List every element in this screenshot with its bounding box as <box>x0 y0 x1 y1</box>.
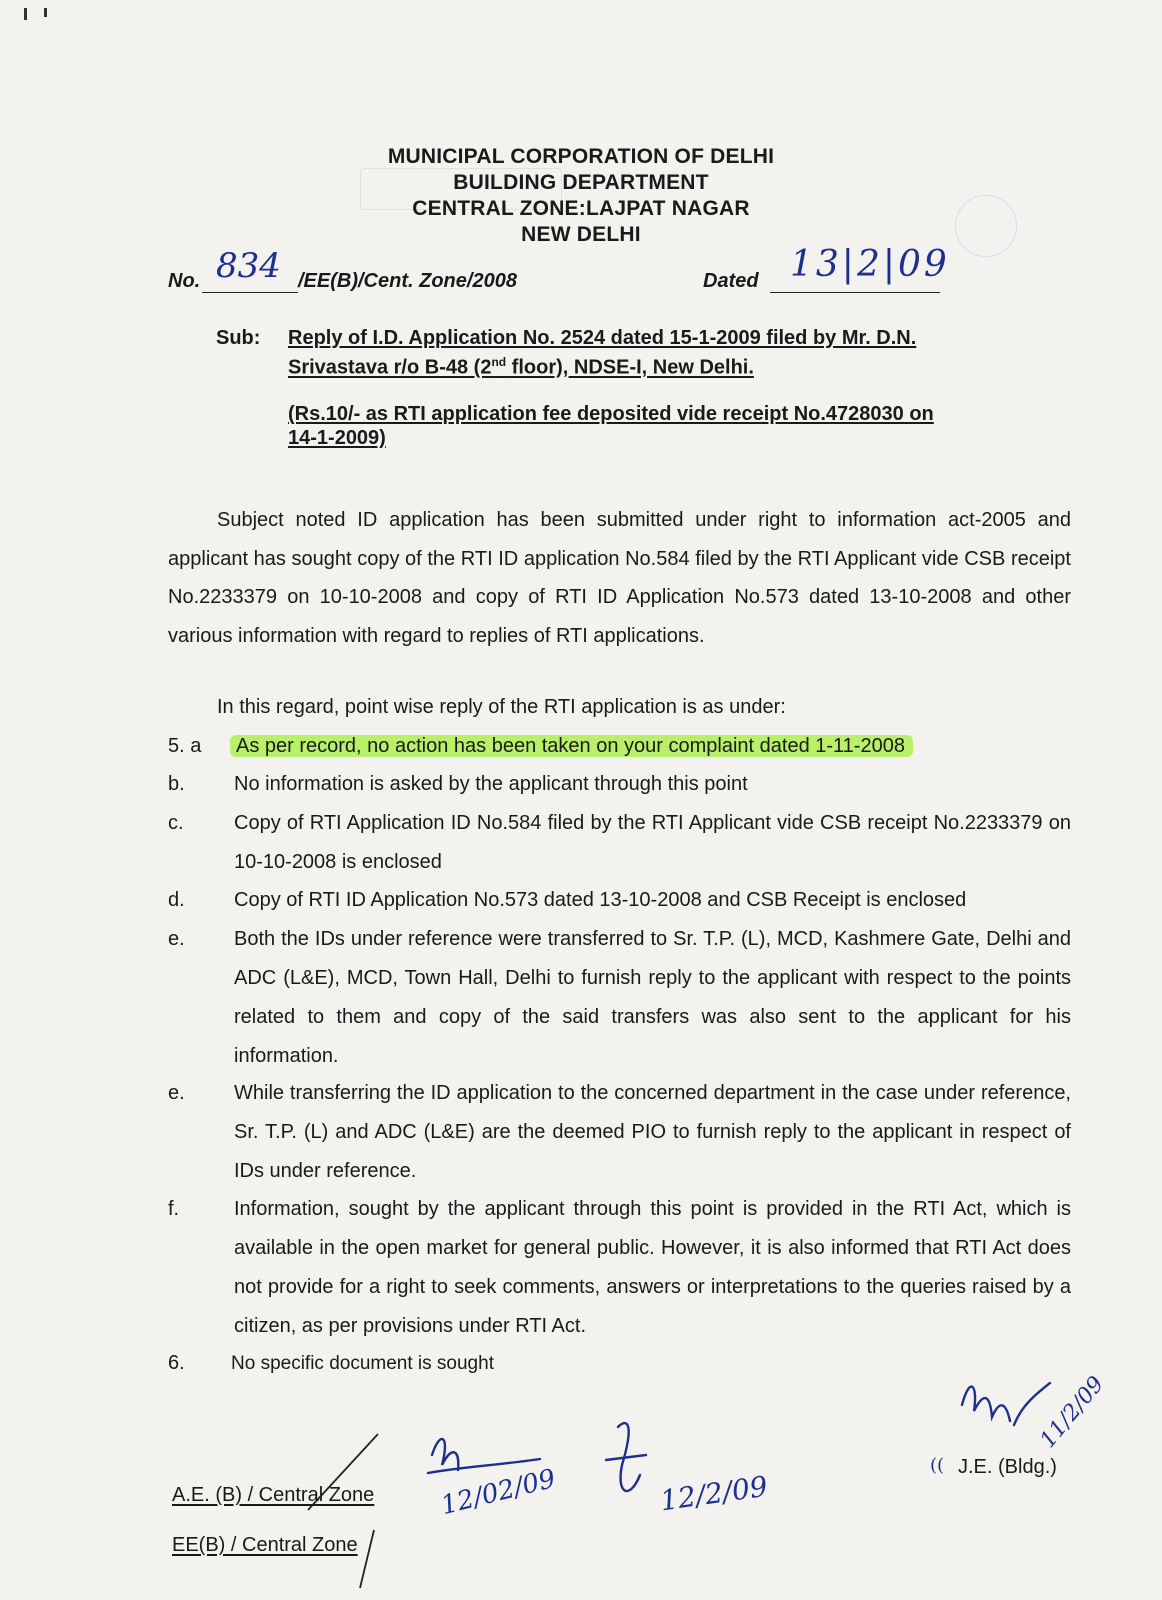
je-bracket-mark: (( <box>930 1455 945 1476</box>
highlighted-text: As per record, no action has been taken on your complaint dated 1-11-2008 <box>230 735 913 757</box>
fee-line-1: (Rs.10/- as RTI application fee deposited vide receipt No.4728030 on <box>288 403 934 425</box>
intro-paragraph: Subject noted ID application has been submitted under right to information act-2005 and applicant has sought copy of the RTI ID application No.584 filed by the RTI Applicant vide CSB receipt No.2233379 on 10-10-2008 and copy of RTI ID Application No.573 dated 13-10-2008 and other various information with regard to replies of RTI applications. <box>168 509 1071 647</box>
je-designation: J.E. (Bldg.) <box>958 1456 1057 1478</box>
ae-signature-date: 12/2/09 <box>658 1469 770 1518</box>
point-text: No specific document is sought <box>231 1353 494 1374</box>
point-marker: e. <box>168 1082 185 1104</box>
fee-line-2: 14-1-2009) <box>288 427 386 449</box>
letterhead-department: BUILDING DEPARTMENT <box>453 171 709 194</box>
reference-no-handwritten: 834 <box>216 246 281 286</box>
point-text: Copy of RTI ID Application No.573 dated 13-10-2008 and CSB Receipt is enclosed <box>234 889 967 911</box>
reference-no-label: No. <box>168 270 201 292</box>
point-6 <box>168 1344 1071 1384</box>
fee-block <box>288 402 1068 450</box>
point-marker: f. <box>168 1198 180 1220</box>
letterhead-org: MUNICIPAL CORPORATION OF DELHI <box>387 145 775 168</box>
ee-signature <box>420 1425 580 1525</box>
point-text: Both the IDs under reference were transferred to Sr. T.P. (L), MCD, Kashmere Gate, Delhi and ADC (L&E), MCD, Town Hall, Delhi to furnish reply to the applicant with respect to the points related to them and copy of the said transfers was also sent to the applicant for his information. <box>234 928 1071 1067</box>
ee-signature-date: 12/02/09 <box>438 1463 559 1522</box>
point-marker: b. <box>168 773 185 795</box>
point-text: Information, sought by the applicant through this point is provided in the RTI Act, which is available in the open market for general public. However, it is also informed that RTI Act does not provide for a right to seek comments, answers or interpretations to the queries raised by a citizen, as per provisions under RTI Act. <box>234 1198 1071 1337</box>
point-marker: 5. a <box>168 735 202 757</box>
strike-marks <box>290 1430 400 1595</box>
letterhead-zone: CENTRAL ZONE:LAJPAT NAGAR <box>412 197 750 220</box>
stray-mark <box>44 8 47 17</box>
letterhead <box>0 144 1162 248</box>
subject-line-1: Reply of I.D. Application No. 2524 dated 15-1-2009 filed by Mr. D.N. <box>288 327 917 349</box>
point-e <box>168 920 1071 1076</box>
dated-handwritten: 13|2|09 <box>790 244 950 285</box>
subject-line-2: Srivastava r/o B-48 (2nd floor), NDSE-I, New Delhi. <box>288 355 754 379</box>
point-text: While transferring the ID application to the concerned department in the case under reference, Sr. T.P. (L) and ADC (L&E) are the deemed PIO to furnish reply to the applicant in respect of IDs under reference. <box>234 1082 1071 1182</box>
point-b <box>168 765 1071 805</box>
point-d <box>168 881 1071 921</box>
je-signature <box>940 1355 1110 1455</box>
subject-label: Sub: <box>216 327 261 349</box>
ae-designation: A.E. (B) / Central Zone <box>172 1484 375 1506</box>
regard-line: In this regard, point wise reply of the RTI application is as under: <box>217 696 786 718</box>
point-marker: 6. <box>168 1352 185 1374</box>
subject-block <box>288 326 1068 380</box>
reference-line <box>168 244 1068 298</box>
point-c <box>168 804 1071 882</box>
stray-mark <box>24 8 27 20</box>
point-marker: e. <box>168 928 185 950</box>
point-f <box>168 1190 1071 1346</box>
point-e2 <box>168 1074 1071 1191</box>
dated-label: Dated <box>703 270 759 292</box>
point-text: No information is asked by the applicant through this point <box>234 773 748 795</box>
ae-signature <box>600 1415 780 1525</box>
point-text: Copy of RTI Application ID No.584 filed by the RTI Applicant vide CSB receipt No.2233379 on 10-10-2008 is enclosed <box>234 812 1071 873</box>
je-signature-date: 11/2/09 <box>1035 1371 1110 1453</box>
point-5a <box>168 727 1071 767</box>
point-marker: c. <box>168 812 184 834</box>
reference-suffix: /EE(B)/Cent. Zone/2008 <box>298 270 517 292</box>
letterhead-city: NEW DELHI <box>521 223 641 246</box>
ee-designation: EE(B) / Central Zone <box>172 1534 358 1556</box>
point-marker: d. <box>168 889 185 911</box>
